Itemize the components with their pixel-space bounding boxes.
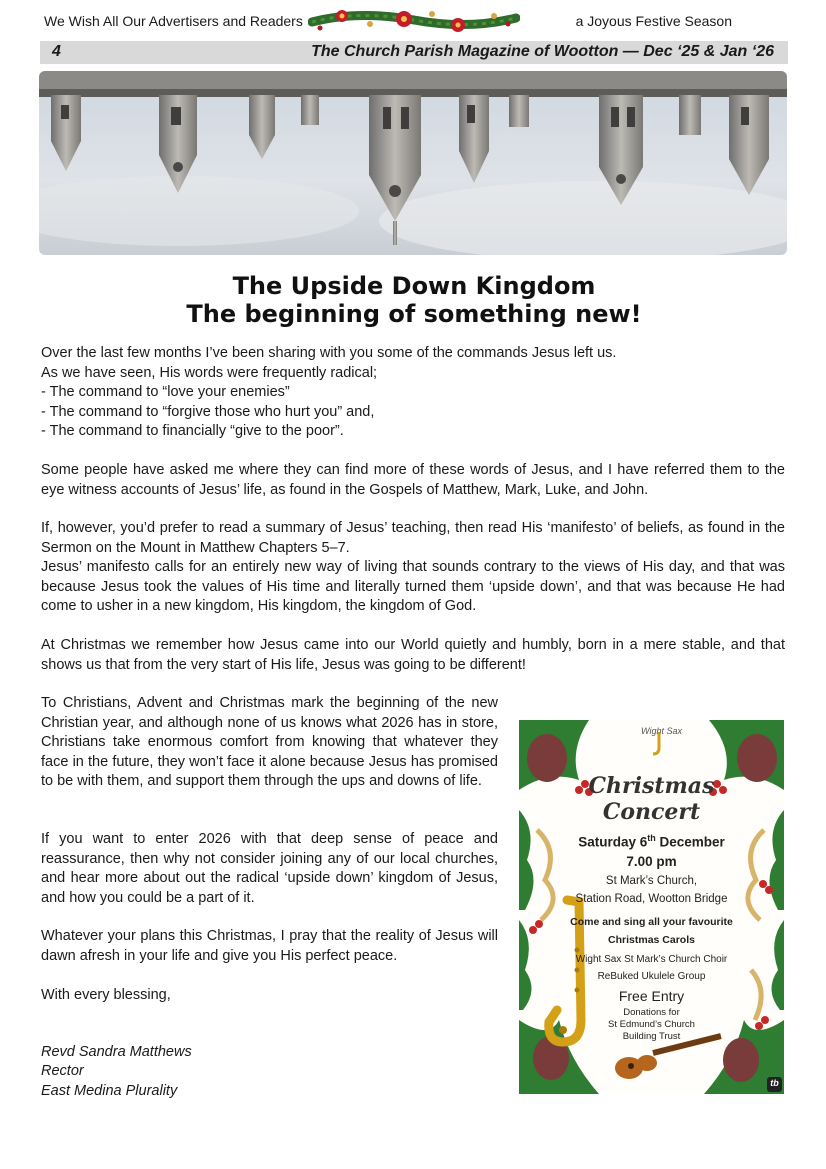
- poster-date: [519, 833, 784, 850]
- intro-line: Over the last few months I’ve been sharing with you some of the commands Jesus left us.: [41, 345, 617, 361]
- poster-venue-1: St Mark’s Church,: [605, 875, 698, 887]
- upside-down-church-banner: [39, 71, 787, 255]
- intro-line: - The command to financially “give to the poor”.: [41, 423, 344, 439]
- poster-badge: tb: [770, 1078, 779, 1088]
- poster-script-label: Wight Sax: [641, 726, 682, 736]
- title-line-1: The Upside Down Kingdom: [232, 272, 596, 300]
- strapline-right: a Joyous Festive Season: [575, 13, 732, 29]
- signature-name: Revd Sandra Matthews: [41, 1044, 192, 1060]
- strapline-left: We Wish All Our Advertisers and Readers: [44, 13, 303, 29]
- poster-date-prefix: Saturday 6: [578, 834, 648, 850]
- intro-line: - The command to “forgive those who hurt you” and,: [41, 403, 375, 420]
- article-title: [40, 272, 788, 328]
- intro-line: - The command to “love your enemies”: [41, 384, 290, 400]
- poster-donations-2: St Edmund’s Church: [608, 1019, 695, 1030]
- paragraph-christmas: At Christmas we remember how Jesus came into our World quietly and humbly, born in a mere stable, and that shows us that from the very start of His life, Jesus was going to be different!: [41, 637, 785, 673]
- signature-role: Rector: [41, 1063, 84, 1079]
- page-header-bar: [40, 41, 788, 64]
- poster-donations-1: Donations for: [623, 1007, 680, 1018]
- paragraph-manifesto: If, however, you’d prefer to read a summary of Jesus’ teaching, then read His ‘manifesto’ of beliefs, as found in the Sermon on the Mount in Matthew Chapters 5–7.: [41, 520, 785, 556]
- paragraph-advent: To Christians, Advent and Christmas mark the beginning of the new Christian year, and although none of us knows what 2026 has in store, Christians take enormous comfort from knowing that whatever they face in the future, they won’t face it alone because Jesus has promised to be with them, and support them through the ups and downs of life.: [41, 695, 498, 789]
- poster-venue-2: Station Road, Wootton Bridge: [575, 893, 728, 905]
- signature-benefice: East Medina Plurality: [41, 1083, 178, 1099]
- poster-time: 7.00 pm: [626, 854, 677, 869]
- magazine-title: The Church Parish Magazine of Wootton — Dec ‘25 & Jan ‘26: [311, 43, 774, 60]
- paragraph-blessing: Whatever your plans this Christmas, I pray that the reality of Jesus will dawn afresh in your life and give you His perfect peace.: [41, 928, 498, 964]
- poster-groups-1: Wight Sax St Mark’s Church Choir: [575, 954, 728, 965]
- poster-donations-3: Building Trust: [622, 1031, 681, 1042]
- poster-title-christmas: Christmas: [588, 773, 715, 799]
- poster-date-sup: th: [647, 833, 656, 843]
- title-line-2: The beginning of something new!: [186, 300, 642, 328]
- paragraph-intro: [41, 344, 785, 442]
- paragraph-gospels: Some people have asked me where they can find more of these words of Jesus, and I have referred them to the eye witness accounts of Jesus’ life, as found in the Gospels of Matthew, Mark, Luke, and John.: [41, 462, 785, 498]
- poster-sing-line-2: Christmas Carols: [608, 934, 695, 946]
- poster-title-concert: Concert: [602, 799, 701, 825]
- poster-groups-2: ReBuked Ukulele Group: [597, 971, 706, 982]
- paragraph-upside-down: Jesus’ manifesto calls for an entirely new way of living that sounds contrary to the views of His day, and that was because Jesus took the values of His time and literally turned them ‘upside down’, and that was because He had come to usher in a new kingdom, His kingdom, the kingdom of God.: [41, 559, 785, 614]
- paragraph-invitation: If you want to enter 2026 with that deep sense of peace and reassurance, then why not consider joining any of our local churches, and hear more about out the radical ‘upside down’ kingdom of Jesus, and how you could be a part of it.: [41, 831, 498, 906]
- top-strapline: [44, 12, 732, 32]
- page-number: 4: [52, 43, 61, 60]
- intro-line: As we have seen, His words were frequently radical;: [41, 364, 378, 381]
- christmas-concert-poster: [519, 720, 784, 1094]
- poster-date-suffix: December: [655, 834, 725, 850]
- holly-garland-icon: [308, 4, 520, 38]
- closing-line: With every blessing,: [41, 987, 171, 1003]
- poster-sing-line-1: Come and sing all your favourite: [570, 916, 733, 928]
- poster-free-entry: Free Entry: [618, 988, 685, 1004]
